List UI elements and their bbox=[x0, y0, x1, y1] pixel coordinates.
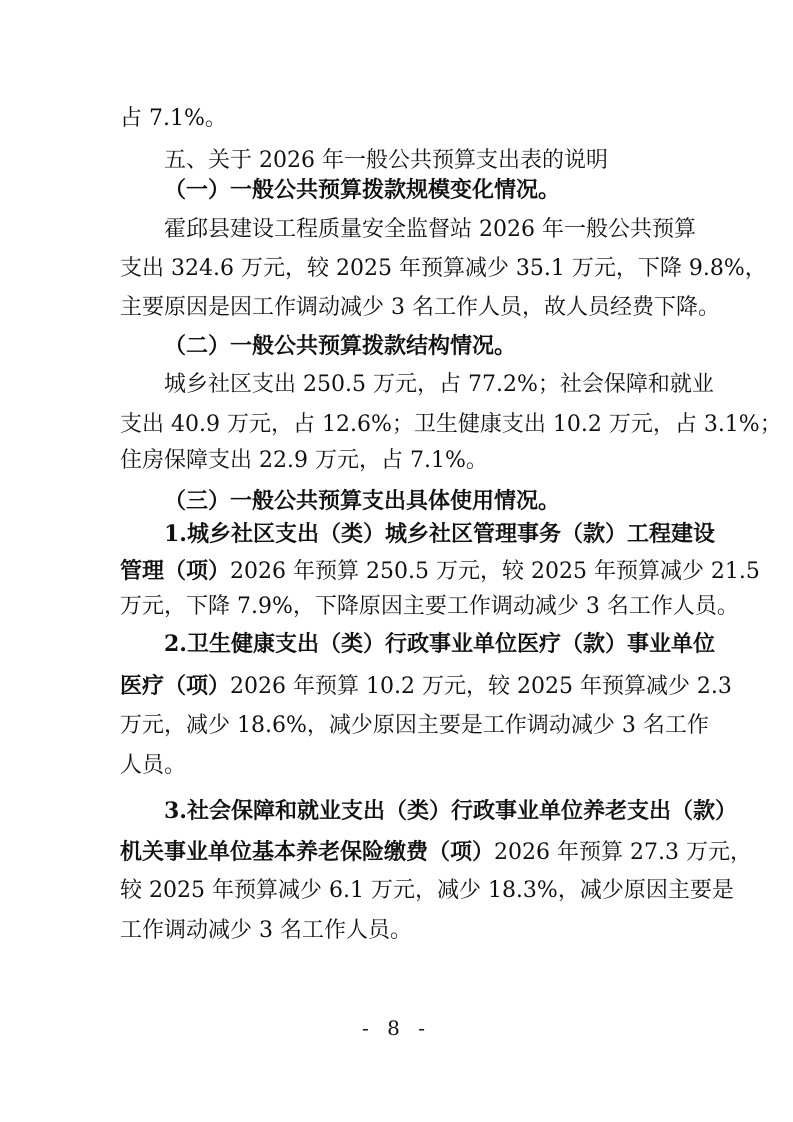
subsection-heading: （一）一般公共预算拨款规模变化情况。 bbox=[164, 177, 561, 203]
subsection-heading: （二）一般公共预算拨款结构情况。 bbox=[164, 333, 517, 359]
text-line: 较 2025 年预算减少 6.1 万元，减少 18.3%，减少原因主要是 bbox=[120, 878, 734, 903]
text-line: 人员。 bbox=[120, 753, 187, 778]
item-heading-line: 2.卫生健康支出（类）行政事业单位医疗（款）事业单位 bbox=[164, 631, 715, 657]
text-line: 工作调动减少 3 名工作人员。 bbox=[120, 918, 412, 943]
section-heading: 五、关于 2026 年一般公共预算支出表的说明 bbox=[164, 148, 608, 173]
text-line: 城乡社区支出 250.5 万元，占 77.2%；社会保障和就业 bbox=[164, 372, 714, 397]
page-number: - 8 - bbox=[362, 1016, 431, 1040]
text-line: 霍邱县建设工程质量安全监督站 2026 年一般公共预算 bbox=[164, 217, 696, 242]
text-line: 支出 40.9 万元，占 12.6%；卫生健康支出 10.2 万元，占 3.1%； bbox=[120, 412, 782, 437]
text-line: 支出 324.6 万元，较 2025 年预算减少 35.1 万元，下降 9.8%， bbox=[120, 256, 767, 281]
text-line: 万元，下降 7.9%，下降原因主要工作调动减少 3 名工作人员。 bbox=[120, 594, 739, 619]
item-heading-line: 1.城乡社区支出（类）城乡社区管理事务（款）工程建设 bbox=[164, 521, 715, 547]
text-line: 主要原因是因工作调动减少 3 名工作人员，故人员经费下降。 bbox=[120, 295, 720, 320]
text-line: 住房保障支出 22.9 万元，占 7.1%。 bbox=[120, 448, 488, 473]
subsection-heading: （三）一般公共预算支出具体使用情况。 bbox=[164, 488, 561, 514]
text-line: 万元，减少 18.6%，减少原因主要是工作调动减少 3 名工作 bbox=[120, 713, 709, 738]
item-heading-line: 3.社会保障和就业支出（类）行政事业单位养老支出（款） bbox=[164, 798, 737, 824]
text-line: 占 7.1%。 bbox=[120, 106, 227, 131]
text-line: 医疗（项）2026 年预算 10.2 万元，较 2025 年预算减少 2.3 bbox=[120, 673, 732, 699]
text-line: 机关事业单位基本养老保险缴费（项）2026 年预算 27.3 万元， bbox=[120, 839, 752, 865]
text-line: 管理（项）2026 年预算 250.5 万元，较 2025 年预算减少 21.5 bbox=[120, 558, 760, 584]
